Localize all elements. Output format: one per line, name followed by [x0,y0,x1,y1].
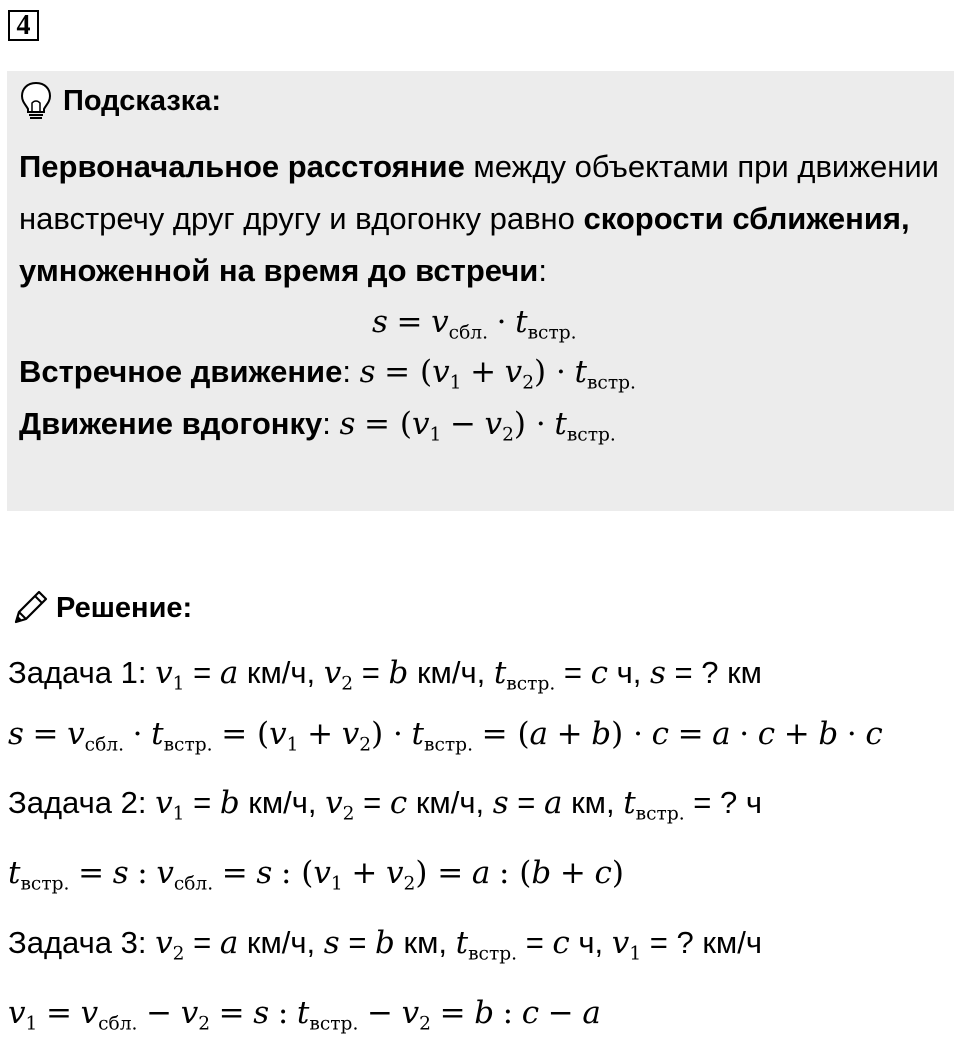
hint-bold-initial-distance: Первоначальное расстояние [19,149,465,184]
hint-header [19,81,221,121]
solution-title: Решение: [56,591,193,624]
solution-header [10,588,192,628]
task3-given: Задача 3: $v_2 = a$ км/ч, s = b км, $t_{встр.} = c$ ч, $v_1$ = ? км/ч [8,925,762,965]
task1-given: Задача 1: $v_1 = a$ км/ч, $v_2 = b$ км/ч, $t_{встр.} = c$ ч, s = ? км [8,655,762,695]
hint-text-2: : [538,253,547,288]
task1-solution: $s = v_{сбл.} \cdot t_{встр.} = (v_1 + v_2) \cdot t_{встр.} = (a + b) \cdot c = a \cdot c + b \cdot c$ [8,716,883,756]
hint-text-1: между объектами при движении навстречу друг другу и вдогонку равно [19,149,939,236]
formula-general: $s = v_{сбл.} \cdot t_{встр.}$ [372,304,577,344]
task-number-box: 4 [8,10,39,41]
formula-counter-motion: Встречное движение: $s = (v_1 + v_2) \cdot t_{встр.}$ [19,354,636,394]
hint-paragraph [19,141,949,297]
counter-motion-label: Встречное движение [19,354,343,389]
hint-bold-approach-speed: скорости сближения, умноженной на время до встречи [19,201,910,288]
task2-label: Задача 2: [8,785,147,820]
hint-panel [7,71,954,511]
task2-given: Задача 2: $v_1 = b$ км/ч, $v_2 = c$ км/ч, s = a км, $t_{встр.}$ = ? ч [8,785,762,825]
formula-chase-motion: Движение вдогонку: $s = (v_1 - v_2) \cdot t_{встр.}$ [19,406,616,446]
chase-motion-label: Движение вдогонку [19,406,323,441]
task1-label: Задача 1: [8,655,147,690]
lightbulb-icon [19,81,53,121]
task2-solution: $t_{встр.} = s$ : $v_{сбл.} = s$ : $(v_1 + v_2) = a$ : (b + c) [8,855,624,895]
task3-solution: $v_1 = v_{сбл.} - v_2 = s$ : $t_{встр.} - v_2 = b$ : c − a [8,995,601,1035]
pencil-icon [10,588,50,628]
hint-title: Подсказка: [63,84,222,117]
task3-label: Задача 3: [8,925,147,960]
